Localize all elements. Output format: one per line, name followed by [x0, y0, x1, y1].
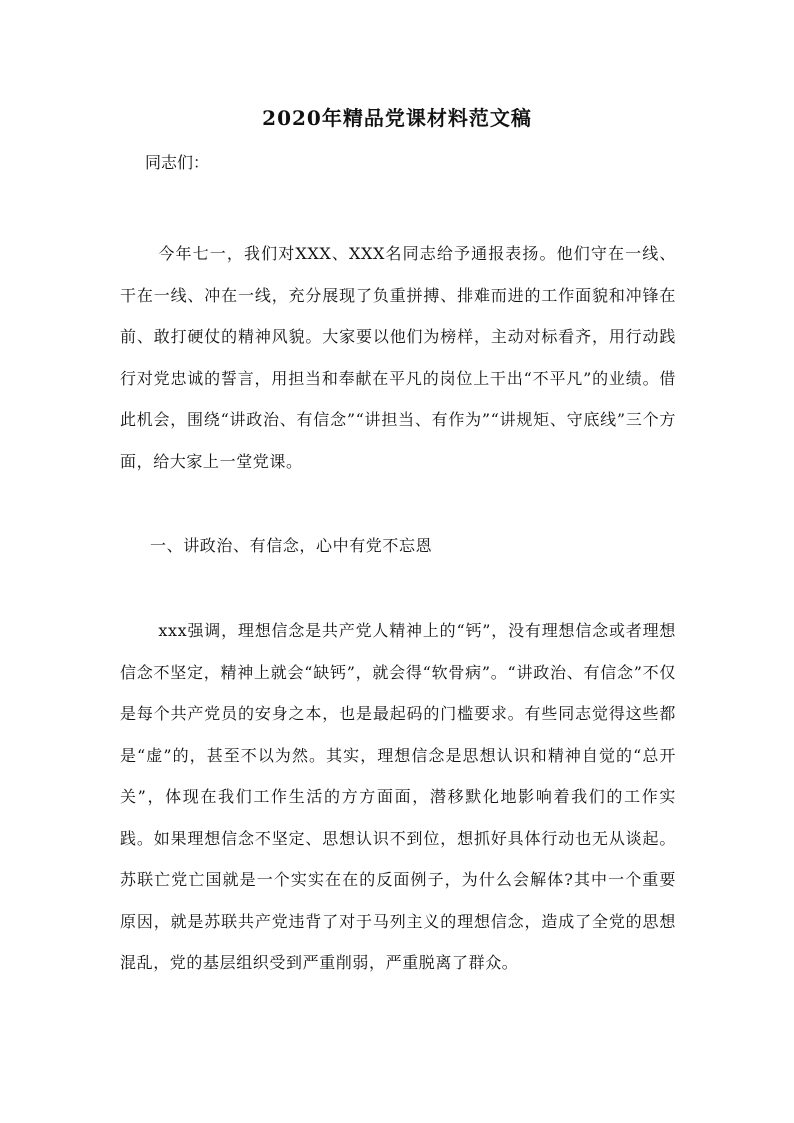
paragraph-intro: 今年七一，我们对XXX、XXX名同志给予通报表扬。他们守在一线、干在一线、冲在一线，充分展现了负重拼搏、排难而进的工作面貌和冲锋在前、敢打硬仗的精神风貌。大家要以他们为榜样，主动对标看齐，用行动践行对党忠诚的誓言，用担当和奉献在平凡的岗位上干出“不平凡”的业绩。借此机会，围绕“讲政治、有信念”“讲担当、有作为”“讲规矩、守底线”三个方面，给大家上一堂党课。 [120, 244, 676, 471]
greeting: 同志们： [145, 153, 210, 172]
section-heading-1: 一、讲政治、有信念，心中有党不忘恩 [150, 536, 433, 555]
paragraph-section-1: xxx强调，理想信念是共产党人精神上的“钙”，没有理想信念或者理想信念不坚定，精神上就会“缺钙”，就会得“软骨病”。“讲政治、有信念”不仅是每个共产党员的安身之本，也是最起码的门槛要求。有些同志觉得这些都是“虚”的，甚至不以为然。其实，理想信念是思想认识和精神自觉的“总开关”，体现在我们工作生活的方方面面，潜移默化地影响着我们的工作实践。如果理想信念不坚定、思想认识不到位，想抓好具体行动也无从谈起。苏联亡党亡国就是一个实实在在的反面例子，为什么会解体?其中一个重要原因，就是苏联共产党违背了对于马列主义的理想信念，造成了全党的思想混乱，党的基层组织受到严重削弱，严重脱离了群众。 [120, 621, 676, 972]
document-title: 2020年精品党课材料范文稿 [262, 106, 532, 130]
